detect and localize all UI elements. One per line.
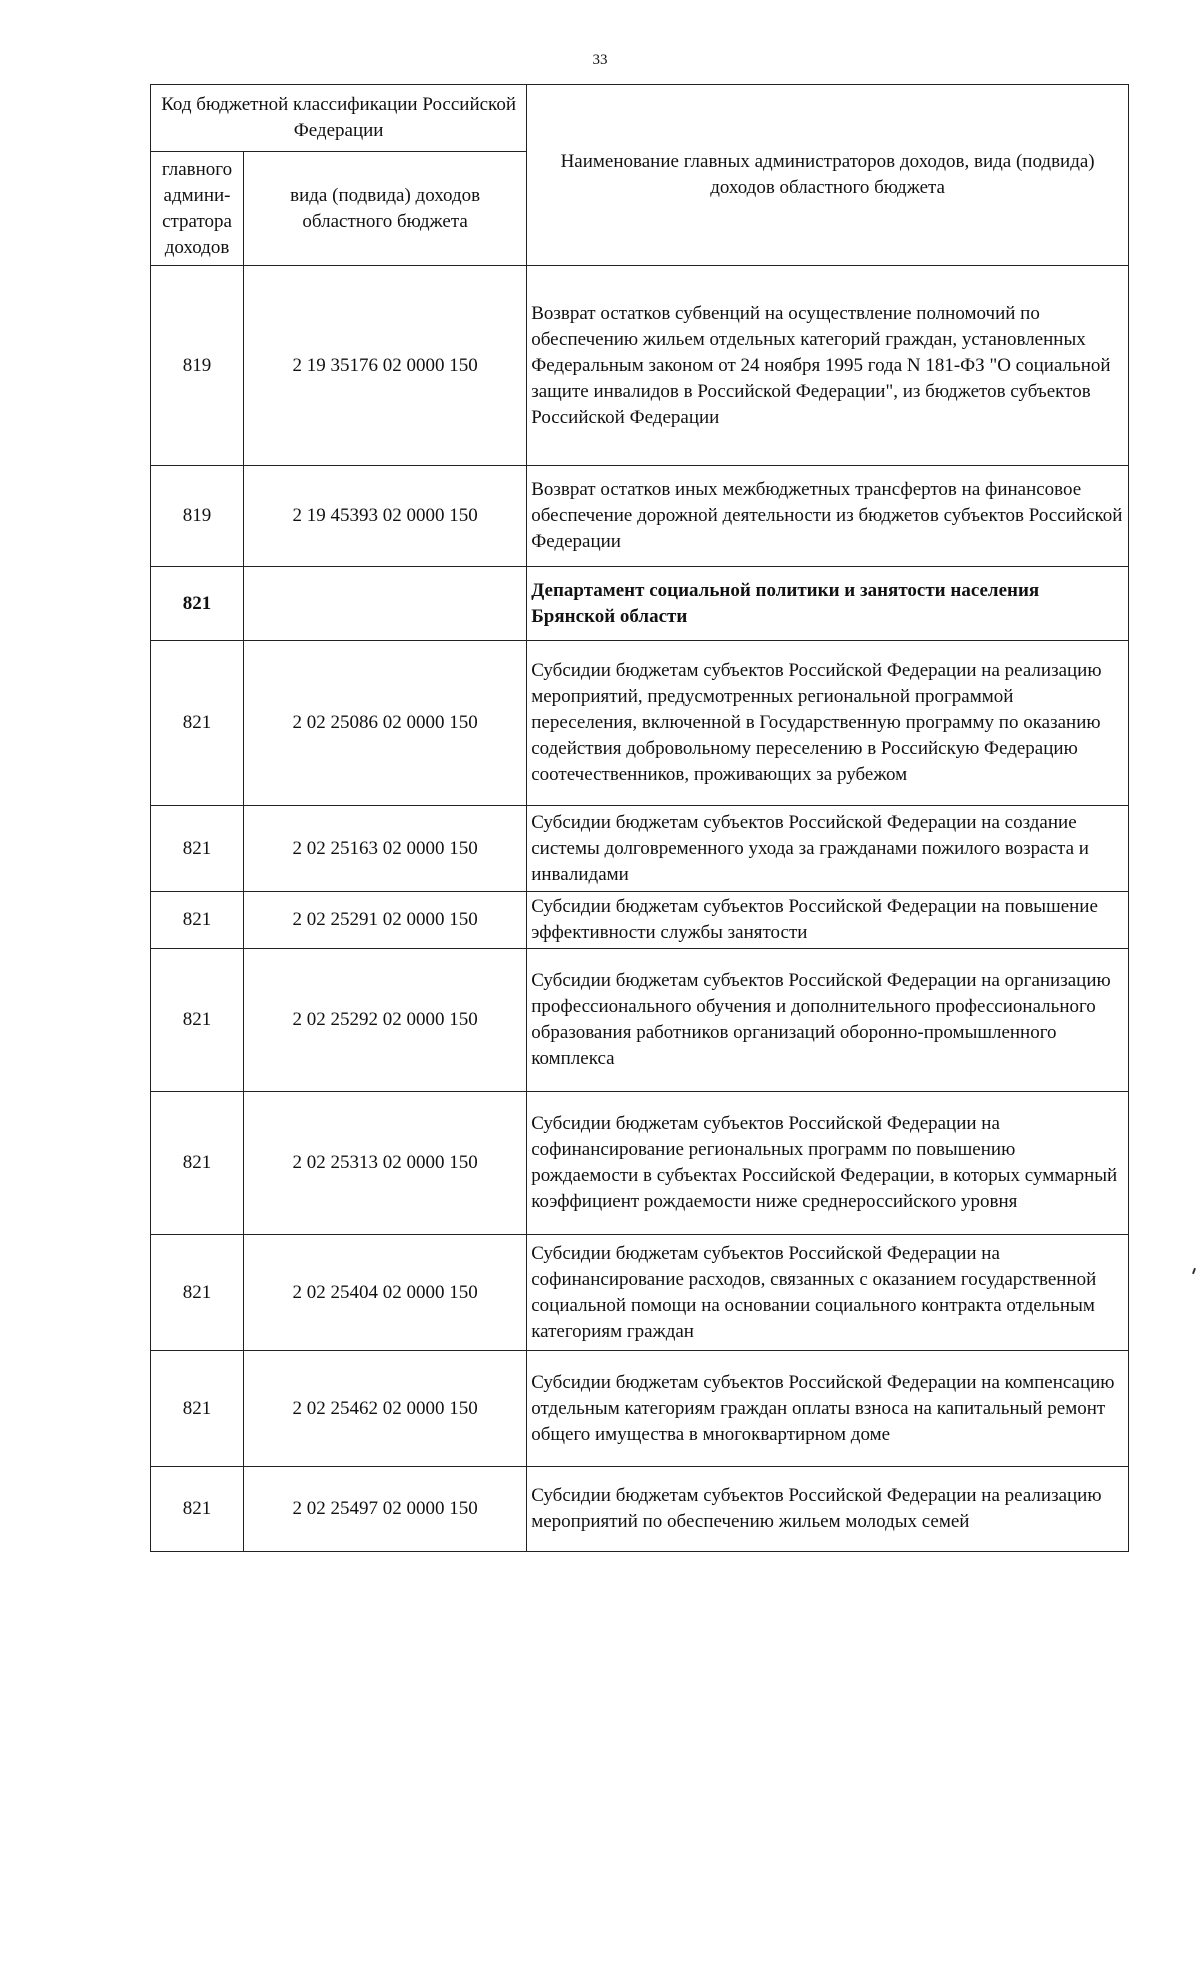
description-cell: Субсидии бюджетам субъектов Российской Федерации на софинансирование расходов, связанных с оказанием государственной социальной помощи на основании социального контракта отдельным категориям граждан — [527, 1235, 1129, 1351]
admin-code-cell: 821 — [151, 949, 244, 1092]
admin-code-cell: 821 — [151, 892, 244, 949]
table-row — [151, 1235, 1129, 1351]
income-code-cell: 2 02 25086 02 0000 150 — [244, 641, 527, 806]
department-row — [151, 567, 1129, 641]
table-header — [151, 85, 1129, 266]
income-code-cell: 2 02 25313 02 0000 150 — [244, 1092, 527, 1235]
revenue-administrators-table — [150, 84, 1129, 1552]
income-code-cell: 2 19 45393 02 0000 150 — [244, 466, 527, 567]
income-code-cell: 2 19 35176 02 0000 150 — [244, 266, 527, 466]
description-cell: Субсидии бюджетам субъектов Российской Федерации на реализацию мероприятий по обеспечению жильем молодых семей — [527, 1467, 1129, 1552]
admin-code-cell: 821 — [151, 1351, 244, 1467]
table-row — [151, 641, 1129, 806]
admin-code-cell: 821 — [151, 1235, 244, 1351]
description-cell: Субсидии бюджетам субъектов Российской Федерации на повышение эффективности службы занятости — [527, 892, 1129, 949]
admin-code-cell: 819 — [151, 466, 244, 567]
header-classification-code: Код бюджетной классификации Российской Федерации — [151, 85, 527, 152]
header-administrator-name: Наименование главных администраторов доходов, вида (подвида) доходов областного бюджета — [527, 85, 1129, 266]
income-code-cell: 2 02 25163 02 0000 150 — [244, 806, 527, 892]
admin-code-cell: 821 — [151, 567, 244, 641]
table-row — [151, 806, 1129, 892]
admin-code-cell: 821 — [151, 806, 244, 892]
table-row — [151, 466, 1129, 567]
table-row — [151, 1467, 1129, 1552]
income-code-cell: 2 02 25291 02 0000 150 — [244, 892, 527, 949]
description-cell: Субсидии бюджетам субъектов Российской Федерации на создание системы долговременного ухода за гражданами пожилого возраста и инвалидами — [527, 806, 1129, 892]
description-cell: Возврат остатков иных межбюджетных трансфертов на финансовое обеспечение дорожной деятельности из бюджетов субъектов Российской Федерации — [527, 466, 1129, 567]
description-cell: Субсидии бюджетам субъектов Российской Федерации на софинансирование региональных программ по повышению рождаемости в субъектах Российской Федерации, в которых суммарный коэффициент рождаемости ниже среднероссийского уровня — [527, 1092, 1129, 1235]
income-code-cell — [244, 567, 527, 641]
header-income-kind: вида (подвида) доходов областного бюджета — [244, 152, 527, 266]
admin-code-cell: 821 — [151, 1092, 244, 1235]
description-cell: Субсидии бюджетам субъектов Российской Федерации на реализацию мероприятий, предусмотренных региональной программой переселения, включенной в Государственную программу по оказанию содействия добровольному переселению в Российскую Федерацию соотечественников, проживающих за рубежом — [527, 641, 1129, 806]
income-code-cell: 2 02 25404 02 0000 150 — [244, 1235, 527, 1351]
table-row — [151, 892, 1129, 949]
scan-artifact-mark — [1192, 1268, 1196, 1274]
income-code-cell: 2 02 25497 02 0000 150 — [244, 1467, 527, 1552]
description-cell: Субсидии бюджетам субъектов Российской Федерации на компенсацию отдельным категориям граждан оплаты взноса на капитальный ремонт общего имущества в многоквартирном доме — [527, 1351, 1129, 1467]
income-code-cell: 2 02 25462 02 0000 150 — [244, 1351, 527, 1467]
department-name-cell: Департамент социальной политики и занятости населения Брянской области — [527, 567, 1129, 641]
table-row — [151, 266, 1129, 466]
table-row — [151, 1092, 1129, 1235]
table-row — [151, 949, 1129, 1092]
income-code-cell: 2 02 25292 02 0000 150 — [244, 949, 527, 1092]
description-cell: Возврат остатков субвенций на осуществление полномочий по обеспечению жильем отдельных категорий граждан, установленных Федеральным законом от 24 ноября 1995 года N 181-ФЗ "О социальной защите инвалидов в Российской Федерации", из бюджетов субъектов Российской Федерации — [527, 266, 1129, 466]
table-row — [151, 1351, 1129, 1467]
page-number: 33 — [592, 52, 608, 68]
header-admin-code: главного админи-стратора доходов — [151, 152, 244, 266]
admin-code-cell: 821 — [151, 1467, 244, 1552]
admin-code-cell: 821 — [151, 641, 244, 806]
description-cell: Субсидии бюджетам субъектов Российской Федерации на организацию профессионального обучения и дополнительного профессионального образования работников организаций оборонно-промышленного комплекса — [527, 949, 1129, 1092]
admin-code-cell: 819 — [151, 266, 244, 466]
